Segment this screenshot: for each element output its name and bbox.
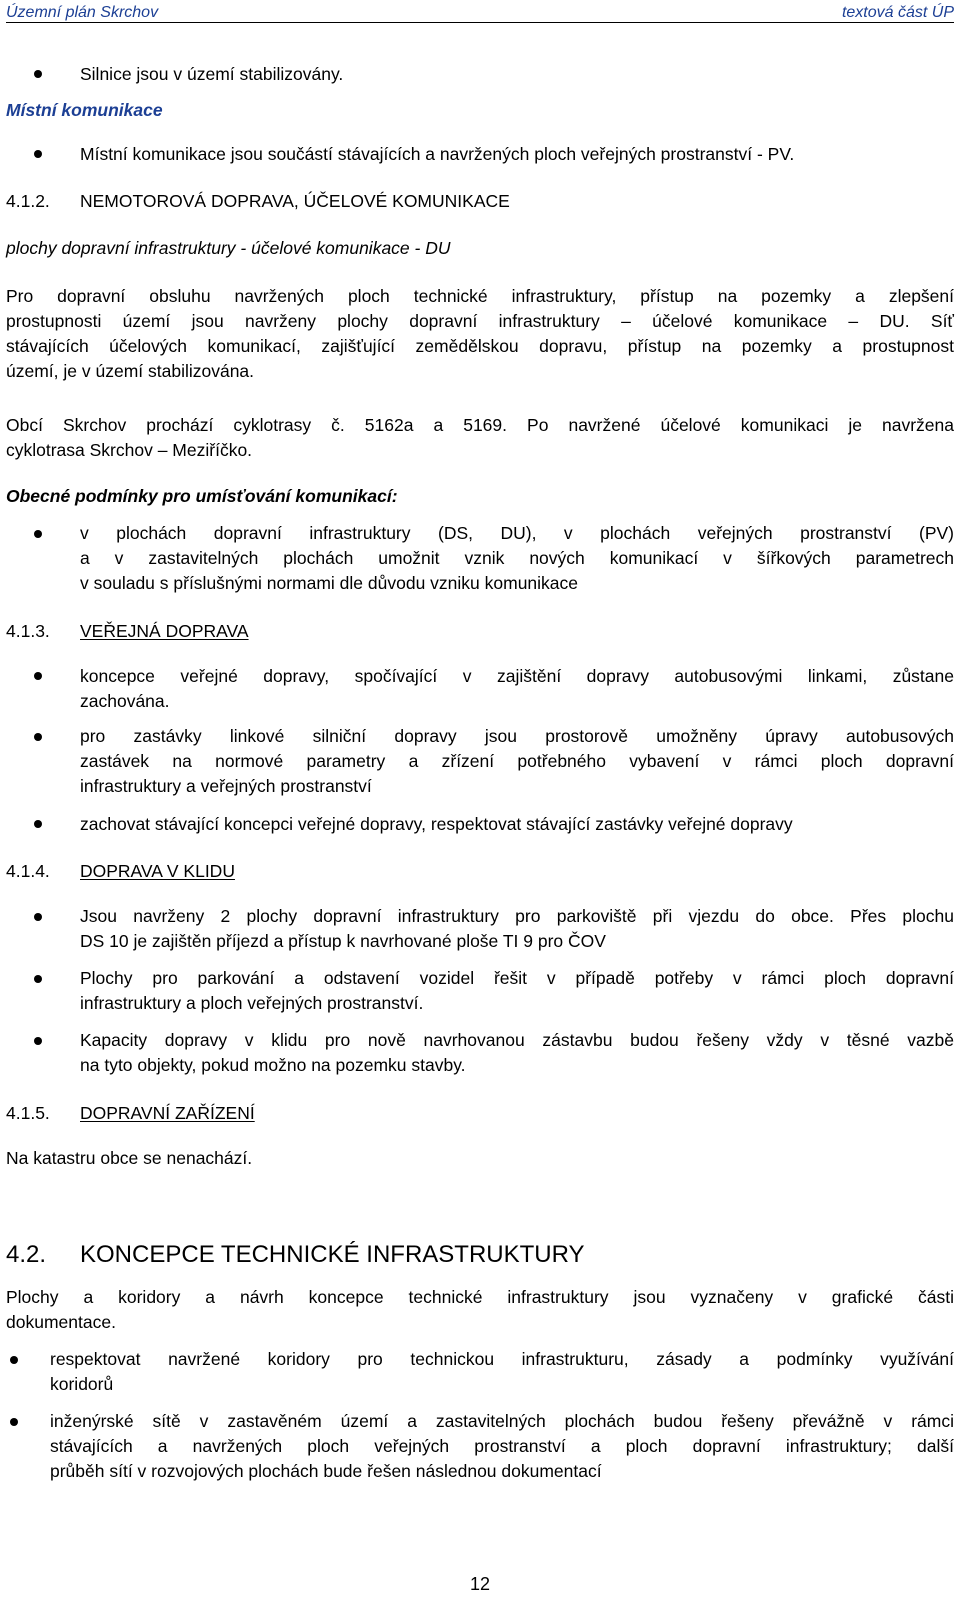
paragraph-cyklotrasy-line: cyklotrasa Skrchov – Meziříčko. xyxy=(6,440,253,460)
page-number: 12 xyxy=(469,1574,491,1594)
mistni-komunikace-heading: Místní komunikace xyxy=(6,100,163,120)
bullet-icon xyxy=(34,733,42,741)
section-number-4-1-3: 4.1.3. xyxy=(6,621,50,641)
list-item-line: zachovat stávající koncepci veřejné dopravy, respektovat stávající zastávky veřejné dopravy xyxy=(80,814,793,834)
list-item-line: Kapacity dopravy v klidu pro nově navrhovanou zástavbu budou řešeny vždy v těsné vazbě xyxy=(80,1030,954,1050)
list-item-line: Jsou navrženy 2 plochy dopravní infrastruktury pro parkoviště při vjezdu do obce. Přes plochu xyxy=(80,906,954,926)
list-item-line: Plochy pro parkování a odstavení vozidel řešit v případě potřeby v rámci ploch dopravní xyxy=(80,968,954,988)
section-number-4-1-2: 4.1.2. xyxy=(6,191,50,211)
bullet-icon xyxy=(10,1356,18,1364)
list-item-line: průběh sítí v rozvojových plochách bude řešen následnou dokumentací xyxy=(50,1461,602,1481)
list-item-silnice: Silnice jsou v území stabilizovány. xyxy=(80,64,344,84)
conditions-heading: Obecné podmínky pro umísťování komunikací: xyxy=(6,486,398,506)
list-item-line: koncepce veřejné dopravy, spočívající v zajištění dopravy autobusovými linkami, zůstane xyxy=(80,666,954,686)
section-title-4-1-3: VEŘEJNÁ DOPRAVA xyxy=(80,621,249,641)
header-document-title: Územní plán Skrchov xyxy=(6,4,159,21)
paragraph-du-line: území, je v území stabilizována. xyxy=(6,361,255,381)
section-number-4-1-5: 4.1.5. xyxy=(6,1103,50,1123)
list-item-line: zachována. xyxy=(80,691,170,711)
list-item-mistni-komunikace: Místní komunikace jsou součástí stávajících a navržených ploch veřejných prostranství - PV. xyxy=(80,144,795,164)
list-item-line: infrastruktury a veřejných prostranství xyxy=(80,776,372,796)
subsection-du-heading: plochy dopravní infrastruktury - účelové komunikace - DU xyxy=(6,238,451,258)
bullet-icon xyxy=(34,530,42,538)
paragraph-koncepce-line: Plochy a koridory a návrh koncepce technické infrastruktury jsou vyznačeny v grafické části xyxy=(6,1287,954,1307)
section-title-4-1-5: DOPRAVNÍ ZAŘÍZENÍ xyxy=(80,1103,255,1123)
bullet-icon xyxy=(34,913,42,921)
bullet-icon xyxy=(34,1037,42,1045)
section-number-4-2: 4.2. xyxy=(6,1241,47,1268)
section-title-4-2: KONCEPCE TECHNICKÉ INFRASTRUKTURY xyxy=(80,1241,585,1268)
bullet-icon xyxy=(34,975,42,983)
paragraph-du-line: Pro dopravní obsluhu navržených ploch technické infrastruktury, přístup na pozemky a zlepšení xyxy=(6,286,954,306)
bullet-icon xyxy=(34,150,42,158)
list-item-line: pro zastávky linkové silniční dopravy jsou prostorově umožněny úpravy autobusových xyxy=(80,726,954,746)
paragraph-du-line: prostupnosti území jsou navrženy plochy dopravní infrastruktury – účelové komunikace – DU. Síť xyxy=(6,311,954,331)
list-item-line: na tyto objekty, pokud možno na pozemku stavby. xyxy=(80,1055,466,1075)
paragraph-koncepce-line: dokumentace. xyxy=(6,1312,116,1332)
section-number-4-1-4: 4.1.4. xyxy=(6,861,50,881)
section-title-4-1-4: DOPRAVA V KLIDU xyxy=(80,861,235,881)
header-section-label: textová část ÚP xyxy=(841,4,954,21)
bullet-icon xyxy=(34,820,42,828)
bullet-icon xyxy=(10,1418,18,1426)
list-item-line: zastávek na normové parametry a zřízení potřebného vybavení v rámci ploch dopravní xyxy=(80,751,954,771)
list-item-line: infrastruktury a ploch veřejných prostranství. xyxy=(80,993,424,1013)
list-item-line: DS 10 je zajištěn příjezd a přístup k navrhované ploše TI 9 pro ČOV xyxy=(80,931,606,951)
conditions-item-line: v souladu s příslušnými normami dle důvodu vzniku komunikace xyxy=(80,573,579,593)
bullet-icon xyxy=(34,672,42,680)
paragraph-du-line: stávajících účelových komunikací, zajišťující zemědělskou dopravu, přístup na pozemky a prostupnost xyxy=(6,336,954,356)
list-item-line: inženýrské sítě v zastavěném území a zastavitelných plochách budou řešeny převážně v rámci xyxy=(50,1411,954,1431)
section-title-4-1-2: NEMOTOROVÁ DOPRAVA, ÚČELOVÉ KOMUNIKACE xyxy=(80,191,510,211)
list-item-line: stávajících a navržených ploch veřejných prostranství a ploch dopravní infrastruktury; další xyxy=(50,1436,954,1456)
list-item-line: respektovat navržené koridory pro technickou infrastrukturu, zásady a podmínky využívání xyxy=(50,1349,954,1369)
conditions-item-line: v plochách dopravní infrastruktury (DS, DU), v plochách veřejných prostranství (PV) xyxy=(80,523,954,543)
paragraph-dopravni-zarizeni: Na katastru obce se nenachází. xyxy=(6,1148,253,1168)
paragraph-cyklotrasy-line: Obcí Skrchov prochází cyklotrasy č. 5162a a 5169. Po navržené účelové komunikaci je navržena xyxy=(6,415,954,435)
page-header xyxy=(6,0,954,23)
conditions-item-line: a v zastavitelných plochách umožnit vznik nových komunikací v šířkových parametrech xyxy=(80,548,954,568)
bullet-icon xyxy=(34,70,42,78)
list-item-line: koridorů xyxy=(50,1374,114,1394)
